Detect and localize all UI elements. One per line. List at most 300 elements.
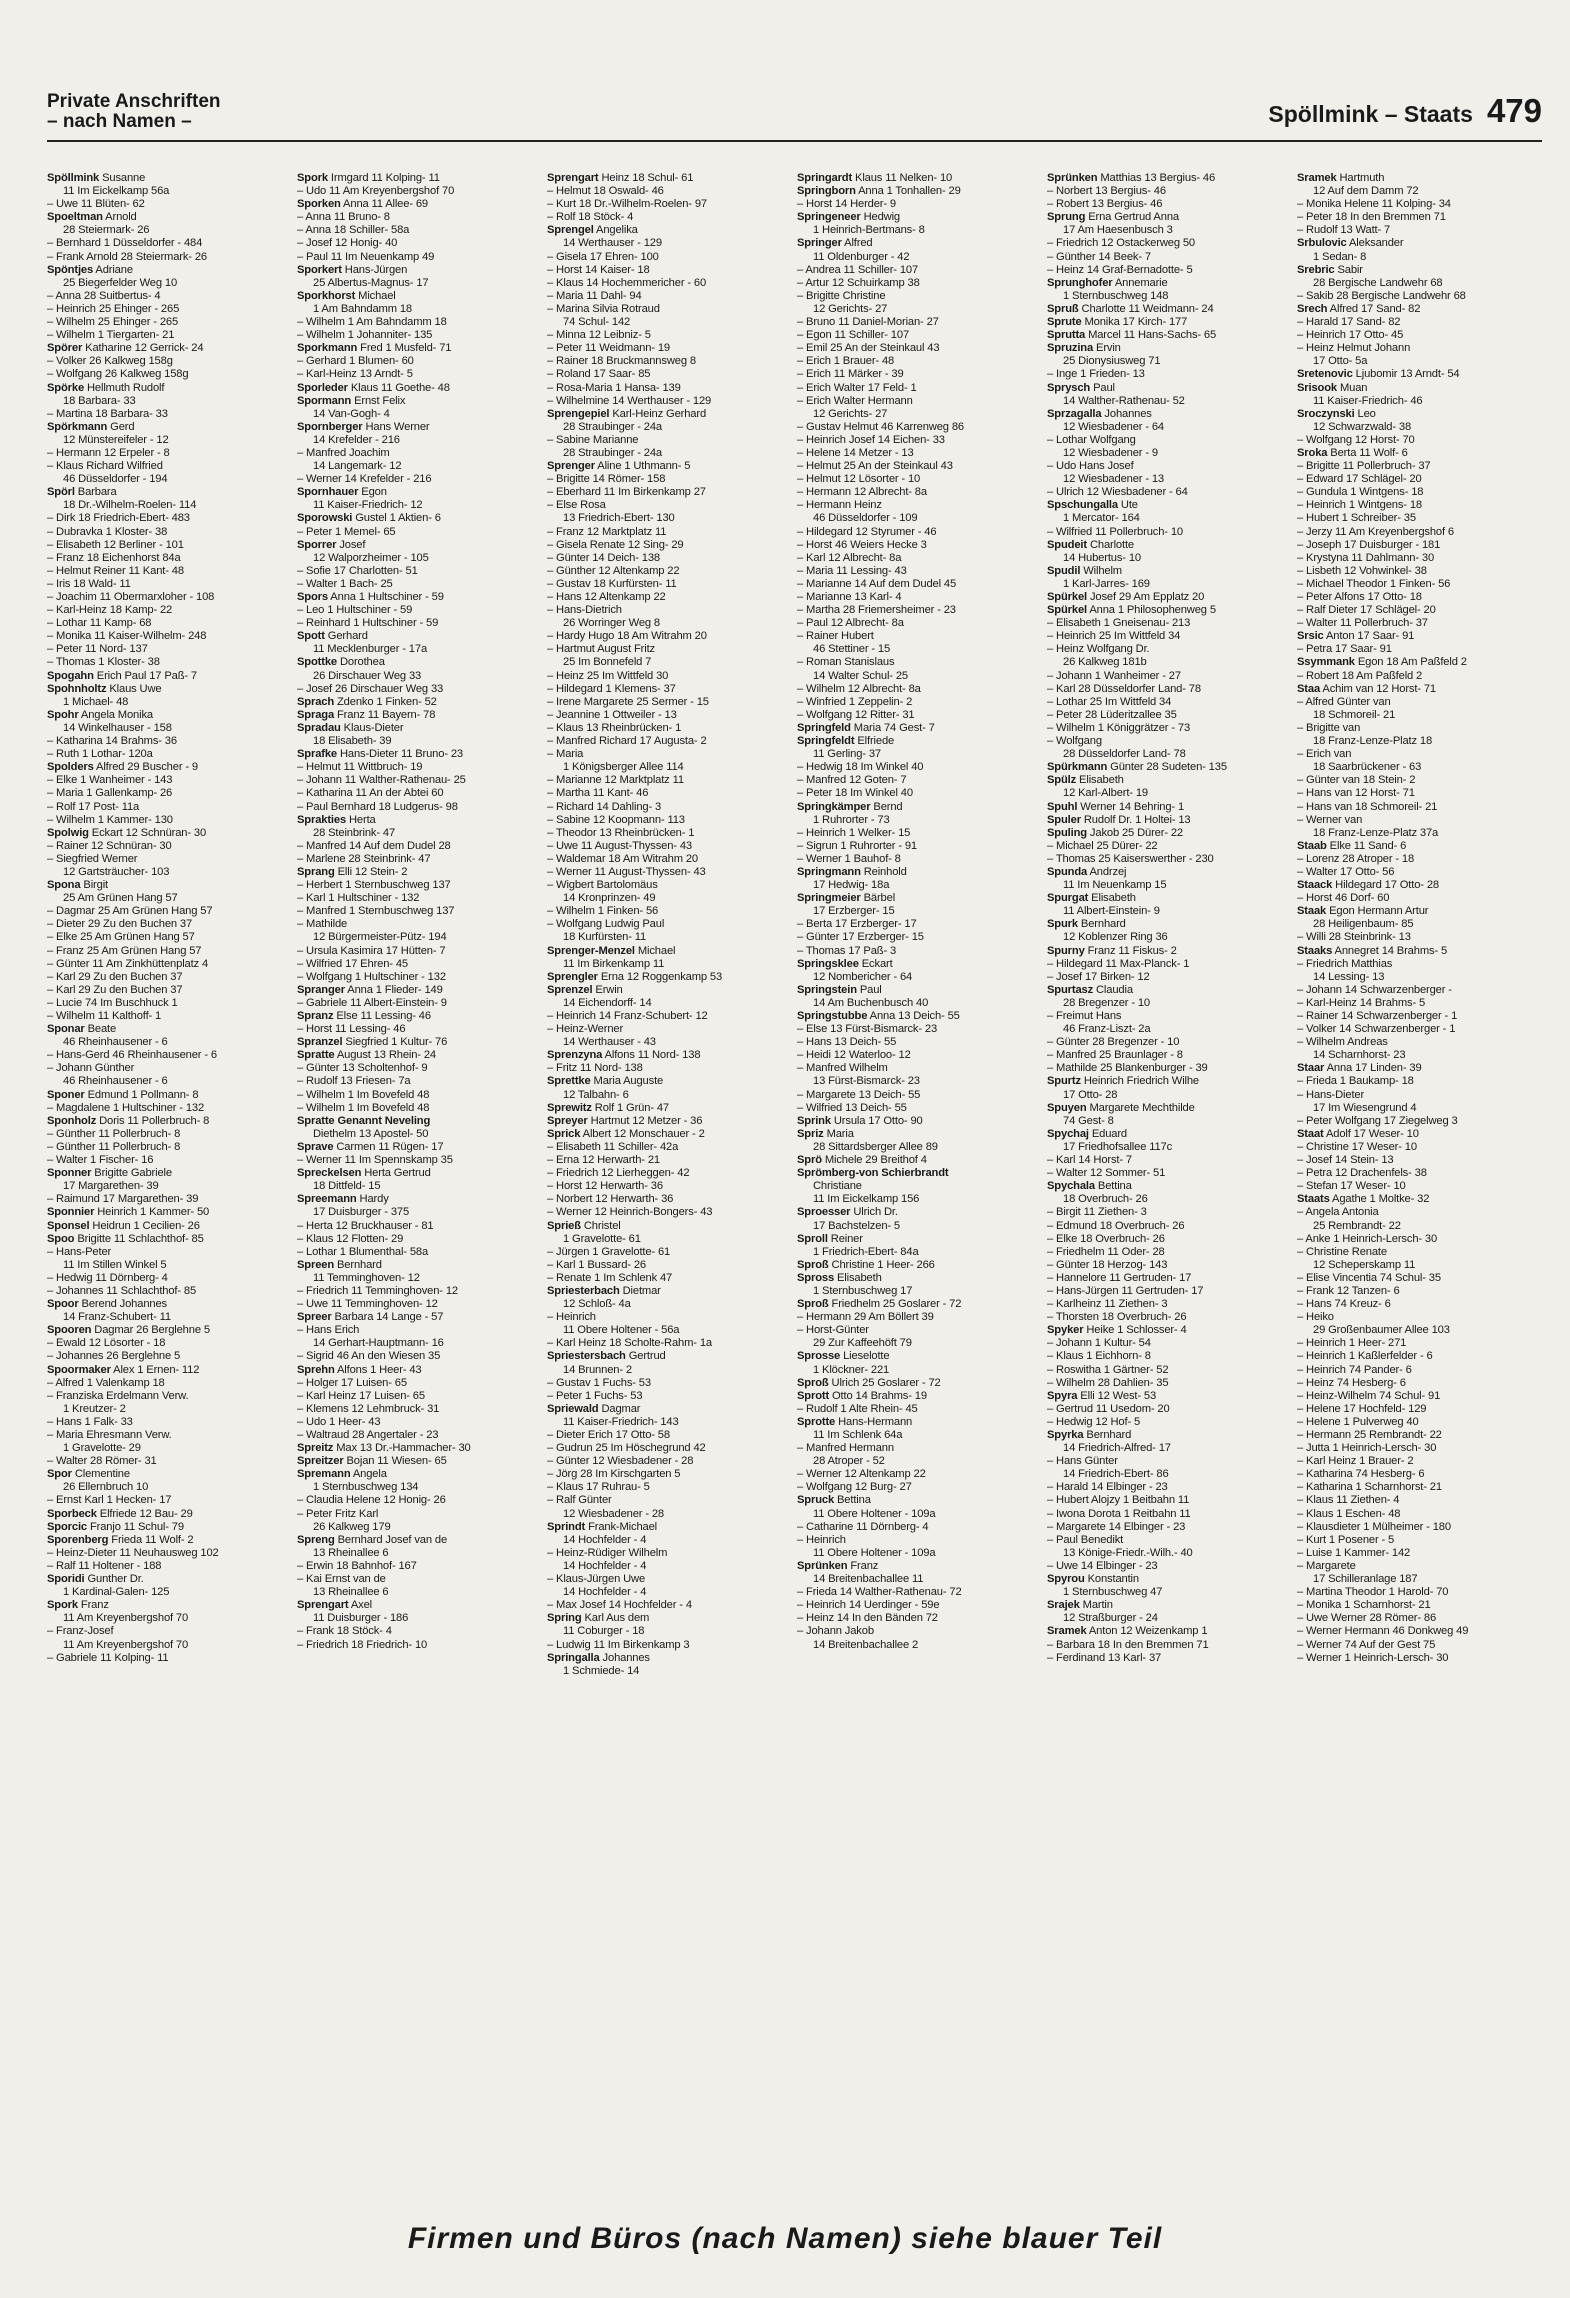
listing-entry [1047,1128,1291,1141]
surname: Spratte [297,1049,335,1062]
listing-entry [47,1534,291,1547]
entry-text: – Heinz Helmut Johann [1297,342,1411,355]
entry-text: – Uwe Werner 28 Römer- 86 [1297,1612,1437,1625]
entry-text: – Ralf Günter [547,1494,612,1507]
listing-entry [797,1220,1041,1233]
listing-entry [47,735,291,748]
entry-text: – Rosa-Maria 1 Hansa- 139 [547,381,681,394]
listing-entry [797,984,1041,997]
surname: Sporenberg [47,1533,109,1546]
entry-text: Bernhard Josef van de [334,1533,448,1546]
listing-entry [47,630,291,643]
entry-text: 14 Van-Gogh- 4 [313,407,390,420]
listing-entry [1047,447,1291,460]
entry-text: – Hans 74 Kreuz- 6 [1297,1298,1391,1311]
listing-entry [547,1442,791,1455]
listing-entry [47,801,291,814]
listing-entry [1297,748,1541,761]
listing-entry [1047,1023,1291,1036]
entry-text: – Karl 28 Düsseldorfer Land- 78 [1047,682,1201,695]
listing-entry [297,460,541,473]
entry-text: – Alfred Günter van [1297,695,1391,708]
entry-text: Wilhelm [1080,564,1122,577]
entry-text: – Heinz 14 In den Bänden 72 [797,1612,938,1625]
listing-entry [547,696,791,709]
entry-text: – Wilhelm 28 Dahlien- 35 [1047,1376,1169,1389]
listing-entry [547,1115,791,1128]
entry-text: Gerd [107,420,135,433]
entry-text: – Manfred 14 Auf dem Dudel 28 [297,839,451,852]
listing-entry [47,211,291,224]
listing-entry [297,1010,541,1023]
listing-entry [1047,1324,1291,1337]
entry-text: – Elke 25 Am Grünen Hang 57 [47,931,195,944]
entry-text: – Frieda 1 Baukamp- 18 [1297,1075,1414,1088]
listing-entry [47,1167,291,1180]
entry-text: – Uwe 11 Temminghoven- 12 [297,1298,438,1311]
entry-text: 14 Friedrich-Ebert- 86 [1063,1468,1169,1481]
entry-text: 17 Otto- 28 [1063,1088,1118,1101]
listing-entry [1047,617,1291,630]
surname: Spolders [47,761,94,774]
listing-entry [1297,1534,1541,1547]
listing-entry [547,617,791,630]
listing-entry [797,1403,1041,1416]
entry-text: Brigitte 11 Schlachthof- 85 [74,1232,204,1245]
listing-entry [797,395,1041,408]
listing-entry [47,303,291,316]
listing-entry [297,931,541,944]
entry-text: 1 Kardinal-Galen- 125 [63,1586,170,1599]
listing-entry [797,1311,1041,1324]
listing-entry [47,656,291,669]
entry-text: – Günther 11 Pollerbruch- 8 [47,1140,181,1153]
listing-entry [47,1154,291,1167]
listing-entry [297,290,541,303]
entry-text: 18 Schmoreil- 21 [1313,708,1396,721]
listing-entry [797,499,1041,512]
entry-text: – Karl 1 Hultschiner - 132 [297,892,420,905]
listing-entry [297,604,541,617]
entry-text: Katharine 12 Gerrick- 24 [82,342,204,355]
entry-text: 18 Elisabeth- 39 [313,735,392,748]
entry-text: – Katharina 74 Hesberg- 6 [1297,1468,1425,1481]
entry-text: – Karl Heinz 1 Brauer- 2 [1297,1455,1414,1468]
listing-entry [797,1154,1041,1167]
listing-entry [1047,303,1291,316]
entry-text: – Klaus-Jürgen Uwe [547,1573,646,1586]
listing-entry [297,1272,541,1285]
entry-text: – Peter 18 Im Winkel 40 [797,787,913,800]
listing-entry [547,1560,791,1573]
listing-entry [1297,879,1541,892]
entry-text: – Klaus 14 Hochemmericher - 60 [547,276,707,289]
listing-entry [1047,1115,1291,1128]
listing-entry [297,670,541,683]
listing-entry [547,670,791,683]
listing-entry [797,1023,1041,1036]
entry-text: 46 Rheinhausener - 6 [63,1036,168,1049]
surname: Spormann [297,394,352,407]
listing-entry [47,1049,291,1062]
entry-text: Susanne [99,172,146,184]
entry-text: – Stefan 17 Weser- 10 [1297,1180,1406,1193]
entry-text: – Hermann 29 Am Böllert 39 [797,1311,934,1324]
surname: Sporbeck [47,1507,97,1520]
listing-entry [1297,1612,1541,1625]
entry-text: 11 Am Kreyenbergshof 70 [63,1612,189,1625]
entry-text: – Gudrun 25 Im Höschegrund 42 [547,1442,706,1455]
entry-text: – Wilhelm 1 Tiergarten- 21 [47,329,175,342]
entry-text: Anton 17 Saar- 91 [1323,630,1415,643]
listing-entry [797,408,1041,421]
listing-entry [797,1259,1041,1272]
listing-entry [47,1259,291,1272]
entry-text: – Wolfgang 12 Burg- 27 [797,1481,912,1494]
listing-entry [47,198,291,211]
entry-text: – Friedrich 12 Lierheggen- 42 [547,1167,690,1180]
surname: Spring [547,1612,582,1625]
listing-entry [1297,709,1541,722]
entry-text: 46 Düsseldorfer - 109 [813,512,918,525]
entry-text: 28 Sittardsberger Allee 89 [813,1140,938,1153]
entry-text: – Johann 1 Wanheimer - 27 [1047,669,1181,682]
entry-text: Friedhelm 25 Goslarer - 72 [828,1298,962,1311]
entry-text: Charlotte 11 Weidmann- 24 [1078,302,1214,315]
entry-text: Gertrud [625,1350,666,1363]
listing-entry [297,382,541,395]
entry-text: 14 Eichendorff- 14 [563,996,652,1009]
entry-text: – Heinrich 1 Welker- 15 [797,826,911,839]
entry-text: – Josef 14 Stein- 13 [1297,1154,1394,1167]
listing-entry [297,1023,541,1036]
listing-entry [1047,643,1291,656]
entry-text: Angela [350,1468,387,1481]
listing-entry [547,539,791,552]
entry-text: – Werner 1 Bauhof- 8 [797,852,901,865]
listing-entry [1047,1547,1291,1560]
listing-entry [547,185,791,198]
listing-entry [1297,499,1541,512]
entry-text: – Ralf Dieter 17 Schlägel- 20 [1297,604,1436,617]
listing-entry [1297,866,1541,879]
listing-entry [47,683,291,696]
listing-entry [1297,1154,1541,1167]
listing-entry [47,1193,291,1206]
entry-text: 14 Walther-Rathenau- 52 [1063,394,1185,407]
entry-text: Maria [823,1127,854,1140]
surname: Sponnier [47,1206,95,1219]
entry-text: Frank-Michael [585,1520,657,1533]
entry-text: 11 Im Birkenkamp 11 [563,957,665,970]
listing-entry [1047,382,1291,395]
entry-text: 18 Franz-Lenze-Platz 37a [1313,826,1439,839]
listing-entry [1047,460,1291,473]
entry-text: – Hartmut August Fritz [547,643,655,656]
listing-entry [47,945,291,958]
entry-text: – Hans 13 Deich- 55 [797,1036,897,1049]
entry-text: – Werner 1 Heinrich-Lersch- 30 [1297,1651,1449,1664]
listing-entry [547,408,791,421]
listing-entry [1297,683,1541,696]
listing-entry [297,355,541,368]
entry-text: – Heinz-Werner [547,1023,624,1036]
entry-text: – Manfred Joachim [297,446,390,459]
listing-entry [47,1089,291,1102]
listing-entry [797,630,1041,643]
listing-entry [297,1350,541,1363]
listing-entry [547,1494,791,1507]
listing-entry [297,329,541,342]
listing-entry [297,1612,541,1625]
listing-entry [547,931,791,944]
listing-entry [1297,185,1541,198]
listing-entry [47,1612,291,1625]
surname: Staar [1297,1062,1325,1075]
entry-text: – Hildegard 11 Max-Planck- 1 [1047,957,1190,970]
listing-entry [47,761,291,774]
entry-text: Franz 11 Fiskus- 2 [1084,944,1177,957]
surname: Staa [1297,682,1321,695]
listing-entry [297,1403,541,1416]
listing-entry [1047,630,1291,643]
listing-entry [547,1075,791,1088]
listing-entry [547,1154,791,1167]
entry-text: – Manfred 12 Goten- 7 [797,774,907,787]
listing-entry [47,1036,291,1049]
entry-text: Andrzej [1087,865,1127,878]
surname: Spriesterbach [547,1284,620,1297]
entry-text: – Norbert 12 Herwarth- 36 [547,1193,674,1206]
listing-entry [547,918,791,931]
entry-text: – Rainer 18 Bruckmannsweg 8 [547,355,696,368]
entry-text: – Walter 12 Sommer- 51 [1047,1167,1166,1180]
entry-text: – Marianne 13 Karl- 4 [797,591,902,603]
entry-text: 18 Dittfeld- 15 [313,1180,381,1193]
listing-entry [47,1468,291,1481]
entry-text: Max 13 Dr.-Hammacher- 30 [333,1442,471,1455]
entry-text: – Heinz 74 Hesberg- 6 [1297,1376,1406,1389]
entry-text: 12 Bürgermeister-Pütz- 194 [313,931,447,944]
entry-text: 12 Wiesbadener - 13 [1063,473,1165,486]
listing-entry [547,1337,791,1350]
surname: Spriz [797,1127,824,1140]
listing-entry [47,578,291,591]
entry-text: 11 Am Kreyenbergshof 70 [63,1638,189,1651]
listing-entry [297,368,541,381]
entry-text: – Luise 1 Kammer- 142 [1297,1546,1411,1559]
listing-entry [547,1102,791,1115]
entry-text: 25 Albertus-Magnus- 17 [313,276,429,289]
entry-text: 14 Lessing- 13 [1313,970,1385,983]
entry-text: 11 Im Eickelkamp 56a [63,185,170,198]
listing-entry [297,1298,541,1311]
listing-entry [297,342,541,355]
listing-entry [1047,1075,1291,1088]
entry-text: – Maria [547,748,584,761]
entry-text: – Horst 14 Herder- 9 [797,198,896,211]
entry-text: – Dirk 18 Friedrich-Ebert- 483 [47,512,190,525]
entry-text: August 13 Rhein- 24 [334,1049,436,1062]
listing-entry [797,172,1041,185]
entry-text: – Herbert 1 Sternbuschweg 137 [297,879,451,892]
listing-entry [297,1246,541,1259]
entry-text: – Hans-Peter [47,1245,112,1258]
surname: Spruß [1047,302,1079,315]
entry-text: – Manfred Wilhelm [797,1062,888,1075]
surname: Sprindt [547,1520,586,1533]
entry-text: 46 Stettiner - 15 [813,643,891,656]
listing-entry [297,1259,541,1272]
listing-entry [797,1193,1041,1206]
entry-text: – Wilhelm 1 Im Bovefeld 48 [297,1088,430,1101]
listing-entry [1047,473,1291,486]
listing-entry [547,1285,791,1298]
listing-column [797,172,1041,2202]
listing-entry [47,1521,291,1534]
surname: Spudil [1047,564,1081,577]
entry-text: 12 Karl-Albert- 19 [1063,787,1148,800]
entry-text: – Jörg 28 Im Kirschgarten 5 [547,1468,681,1481]
listing-entry [297,578,541,591]
listing-entry [47,512,291,525]
entry-text: 1 Sternbuschweg 47 [1063,1586,1163,1599]
listing-entry [47,918,291,931]
listing-entry [1297,971,1541,984]
entry-text: Maria Auguste [590,1075,664,1088]
entry-text: Diethelm 13 Apostel- 50 [313,1127,429,1140]
entry-text: 1 Ruhrorter - 73 [813,813,890,826]
entry-text: – Siegfried Werner [47,852,138,865]
surname: Spuling [1047,826,1087,839]
listing-entry [47,565,291,578]
listing-entry [297,1075,541,1088]
listing-entry [47,342,291,355]
entry-text: 14 Kronprinzen- 49 [563,892,656,905]
entry-text: Arnold [102,211,137,224]
entry-text: – Heinz 25 Im Wittfeld 30 [547,669,669,682]
entry-text: Anna 1 Flieder- 149 [344,983,443,996]
entry-text: – Elke 18 Overbruch- 26 [1047,1232,1165,1245]
surname: Spratte Genannt Neveling [297,1114,431,1127]
entry-text: – Helmut 18 Oswald- 46 [547,185,664,198]
entry-text: Bernhard [334,1258,382,1271]
entry-text: – Erich 1 Brauer- 48 [797,355,895,368]
entry-text: – Margarete [1297,1559,1356,1572]
entry-text: – Horst 11 Lessing- 46 [297,1023,406,1036]
listing-entry [1047,224,1291,237]
listing-entry [47,1547,291,1560]
entry-text: – Günther 12 Altenkamp 22 [547,564,680,577]
surname: Sprott [797,1389,830,1402]
listing-entry [797,1285,1041,1298]
listing-entry [797,945,1041,958]
listing-entry [297,1141,541,1154]
entry-text: Maria 74 Gest- 7 [850,721,935,734]
entry-text: – Josef 17 Birken- 12 [1047,970,1150,983]
entry-text: Elli 12 West- 53 [1077,1389,1157,1402]
listing-entry [1297,1075,1541,1088]
listing-entry [797,958,1041,971]
listing-entry [797,1337,1041,1350]
entry-text: 26 Ellernbruch 10 [63,1481,149,1494]
entry-text: 1 Am Bahndamm 18 [313,302,412,315]
surname: Staat [1297,1127,1324,1140]
listing-entry [47,1272,291,1285]
listing-entry [47,1010,291,1023]
listing-entry [547,1455,791,1468]
entry-text: – Sofie 17 Charlotten- 51 [297,564,418,577]
listing-entry [1297,290,1541,303]
entry-text: Klaus 11 Nelken- 10 [852,172,953,184]
entry-text: Johannes [1101,407,1152,420]
entry-text: – Paul 11 Im Neuenkamp 49 [297,250,435,263]
listing-entry [47,1023,291,1036]
entry-text: Leo [1354,407,1376,420]
entry-text: – Karl-Heinz 13 Arndt- 5 [297,368,413,381]
footer-note: Firmen und Büros (nach Namen) siehe blauer Teil [407,2222,1163,2255]
entry-text: – Iris 18 Wald- 11 [47,577,131,590]
listing-entry [797,211,1041,224]
entry-text: – Kurt 18 Dr.-Wilhelm-Roelen- 97 [547,198,707,211]
surname: Srech [1297,302,1328,315]
listing-entry [297,303,541,316]
listing-entry [1297,1652,1541,1665]
listing-column [547,172,791,2202]
entry-text: – Maria 11 Dahl- 94 [547,289,642,302]
listing-entry [47,1586,291,1599]
entry-text: – Petra 12 Drachenfels- 38 [1297,1167,1427,1180]
entry-text: 1 Gravelotte- 61 [563,1232,641,1245]
listing-entry [297,1220,541,1233]
entry-text: – Heidi 12 Waterloo- 12 [797,1049,911,1062]
entry-text: – Heinrich [797,1533,846,1546]
listing-entry [1297,840,1541,853]
entry-text: – Karl 29 Zu den Buchen 37 [47,970,183,983]
entry-text: – Hermann 12 Erpeler - 8 [47,446,170,459]
surname: Sprömberg-von Schierbrandt [797,1167,949,1180]
listing-entry [1047,172,1291,185]
entry-text: Egon [358,486,387,499]
listing-entry [1297,787,1541,800]
entry-text: 29 Großenbaumer Allee 103 [1313,1324,1450,1337]
surname: Sprave [297,1140,334,1153]
entry-text: 11 Im Eickelkamp 156 [813,1193,920,1206]
entry-text: – Helene 14 Metzer - 13 [797,446,914,459]
entry-text: – Hildegard 12 Styrumer - 46 [797,525,937,538]
listing-entry [797,1639,1041,1652]
listing-entry [1047,1508,1291,1521]
surname: Spogahn [47,669,94,682]
listing-entry [297,1390,541,1403]
listing-entry [547,735,791,748]
entry-text: – Hans van 18 Schmoreil- 21 [1297,800,1438,813]
listing-entry [47,499,291,512]
entry-text: Gustel 1 Aktien- 6 [352,512,441,525]
entry-text: – Hermann 12 Albrecht- 8a [797,486,927,499]
listing-columns [47,172,1542,2202]
surname: Spöntjes [47,263,94,276]
entry-text: – Brigitte van [1297,721,1361,734]
surname: Spremann [297,1468,351,1481]
entry-text: Angela Monika [78,708,153,721]
entry-text: – Lothar Wolfgang [1047,433,1136,446]
listing-entry [1297,382,1541,395]
listing-entry [1047,1429,1291,1442]
listing-entry [1297,997,1541,1010]
entry-text: 46 Franz-Liszt- 2a [1063,1023,1151,1036]
listing-entry [297,473,541,486]
